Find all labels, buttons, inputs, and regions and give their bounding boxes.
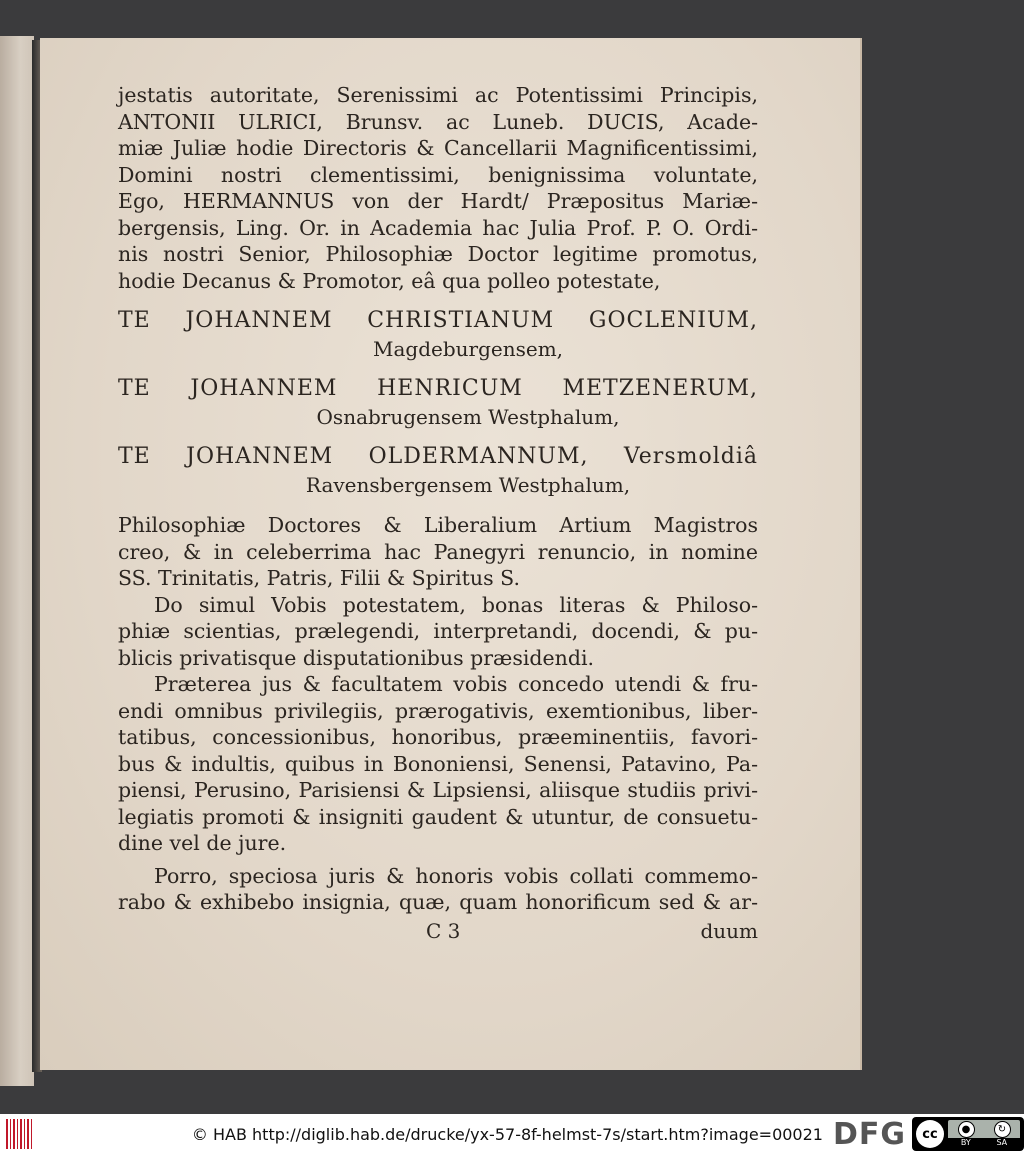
text-line: endi omnibus privilegiis, prærogativis, exemtionibus, liber-: [118, 698, 758, 723]
text-line: Ego, HERMANNUS von der Hardt/ Præpositus Mariæ-: [118, 189, 758, 213]
text-line: Præterea jus & facultatem vobis concedo utendi & fru-: [154, 672, 758, 696]
license-label-by: BY: [960, 1138, 971, 1147]
candidate-name: TE JOHANNEM OLDERMANNUM, Versmoldiâ: [118, 444, 758, 469]
license-label-sa: SA: [996, 1138, 1008, 1147]
text-line: Domini nostri clementissimi, benignissima voluntate,: [118, 162, 758, 187]
hab-barcode-icon: [6, 1119, 34, 1149]
dfg-logo[interactable]: DFG: [832, 1116, 906, 1152]
page-footer-line: [118, 918, 758, 945]
text-line: jestatis autoritate, Serenissimi ac Potentissimi Principis,: [118, 83, 758, 107]
copyright-url[interactable]: © HAB http://diglib.hab.de/drucke/yx-57-8f-helmst-7s/start.htm?image=00021: [191, 1124, 823, 1144]
text-line: ANTONII ULRICI, Brunsv. ac Luneb. DUCIS, Acade-: [118, 109, 758, 134]
page-text: [118, 82, 758, 944]
text-line: blicis privatisque disputationibus præsidendi.: [118, 645, 595, 670]
text-line: bus & indultis, quibus in Bononiensi, Senensi, Patavino, Pa-: [118, 751, 758, 776]
text-line: creo, & in celeberrima hac Panegyri renuncio, in nomine: [118, 539, 758, 564]
candidate-origin: Ravensbergensem Westphalum,: [305, 473, 631, 497]
text-line: Porro, speciosa juris & honoris vobis collati commemo-: [154, 863, 758, 888]
book-page: [40, 38, 862, 1070]
candidate-origin: Osnabrugensem Westphalum,: [316, 405, 620, 429]
viewer-footer: [0, 1114, 1024, 1154]
cc-icon: cc: [916, 1120, 944, 1148]
candidate-origin: Magdeburgensem,: [372, 337, 564, 361]
text-line: dine vel de jure.: [118, 831, 287, 855]
candidate-name: TE JOHANNEM HENRICUM METZENERUM,: [118, 376, 758, 401]
text-line: SS. Trinitatis, Patris, Filii & Spiritus S.: [118, 566, 520, 590]
cc-license-badge[interactable]: [912, 1117, 1024, 1151]
text-line: miæ Juliæ hodie Directoris & Cancellarii Magnificentissimi,: [118, 136, 758, 160]
text-line: Philosophiæ Doctores & Liberalium Artium Magistros: [118, 513, 758, 537]
text-line: tatibus, concessionibus, honoribus, præeminentiis, favori-: [118, 725, 758, 749]
text-line: rabo & exhibebo insignia, quæ, quam honorificum sed & ar-: [118, 890, 758, 914]
candidate-name: TE JOHANNEM CHRISTIANUM GOCLENIUM,: [118, 308, 758, 333]
text-line: bergensis, Ling. Or. in Academia hac Julia Prof. P. O. Ordi-: [118, 215, 758, 240]
text-line: nis nostri Senior, Philosophiæ Doctor legitime promotus,: [118, 242, 758, 266]
signature-mark: C 3: [426, 918, 461, 943]
text-line: legiatis promoti & insigniti gaudent & utuntur, de consuetu-: [118, 804, 758, 829]
sa-share-icon: ↻: [994, 1121, 1011, 1138]
text-line: hodie Decanus & Promotor, eâ qua polleo potestate,: [118, 268, 661, 293]
by-person-icon: ●: [958, 1121, 975, 1138]
text-line: piensi, Perusino, Parisiensi & Lipsiensi, aliisque studiis privi-: [118, 778, 758, 802]
previous-page-edge: [0, 36, 34, 1086]
text-line: phiæ scientias, prælegendi, interpretandi, docendi, & pu-: [118, 619, 758, 643]
text-line: Do simul Vobis potestatem, bonas literas & Philoso-: [154, 592, 758, 617]
catchword: duum: [700, 918, 758, 943]
